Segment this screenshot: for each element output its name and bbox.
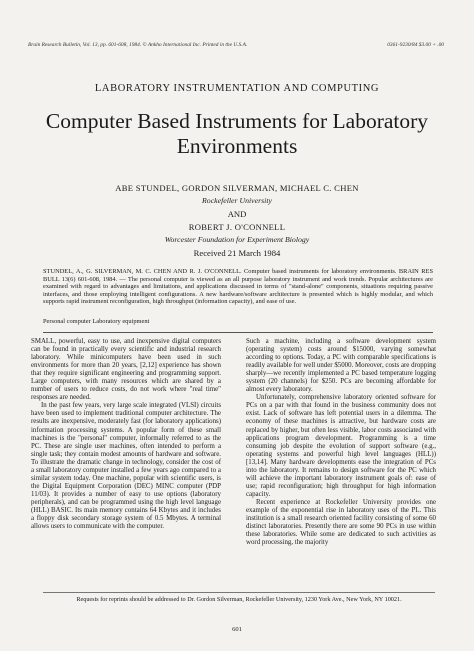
- received-date: Received 21 March 1984: [193, 248, 281, 258]
- reprint-footnote: Requests for reprints should be addressed to Dr. Gordon Silverman, Rockefeller University, 1230 York Ave., New York, NY 10021.: [43, 592, 435, 603]
- paragraph: Recent experience at Rockefeller University provides one example of the exponential rise in laboratory uses of the PL. This institution is a small research oriented facility consisting of some 60 distinct laboratories. Presently there are some 90 PCs in use within these laboratories. While some are dedicated to such activities as word processing, the majority: [246, 498, 436, 547]
- right-column: [246, 338, 436, 547]
- author-list: ABE STUNDEL, GORDON SILVERMAN, MICHAEL C. CHEN: [115, 183, 359, 193]
- keywords: Personal computer Laboratory equipment: [43, 318, 150, 325]
- second-author: ROBERT J. O'CONNELL: [188, 222, 286, 232]
- running-header-code: 0361-9230/84 $3.00 + .00: [387, 42, 444, 48]
- running-header: [28, 42, 444, 48]
- series-title: LABORATORY INSTRUMENTATION AND COMPUTING: [94, 83, 380, 94]
- paragraph: Unfortunately, comprehensive laboratory oriented software for PCs on a par with that found in the business community does not exist. Lack of software has left potential users in a dilemma. The economy of these machines is attractive, but hardware costs are replaced by higher, but often less visible, labor costs associated with applications program development. Programming is a time consuming job despite the evolution of support software (e.g., operating systems and powerful high level languages (HLL)) [13,14]. Many hardware developments ease the integration of PCs into the laboratory. It remains to design software for the PC which will achieve the important laboratory instrument goals of: ease of use; rapid reconfiguration; high throughput for high information capacity.: [246, 394, 436, 498]
- page-number: 601: [232, 626, 242, 633]
- section-divider: [43, 332, 433, 333]
- and-separator: AND: [227, 209, 247, 219]
- affiliation-rockefeller: Rockefeller University: [202, 196, 272, 205]
- paper-title: Computer Based Instruments for Laboratory Environments: [45, 109, 429, 158]
- paragraph: SMALL, powerful, easy to use, and inexpensive digital computers can be found in practically every scientific and industrial research laboratory. While minicomputers have been used in such environments for more than 20 years, [2,12] experience has shown that they require significant engineering and programming support. Large computers, with many resources which are shared by a number of users to reduce costs, do not work where "real time" responses are needed.: [31, 338, 221, 402]
- paragraph: Such a machine, including a software development system (operating system) costs around $15000, varying somewhat according to options. Today, a PC with comparable specifications is readily available for well under $5000. Moreover, costs are dropping sharply—we recently implemented a PC based temperature logging system (20 channels) for $250. PCs are becoming affordable for almost every laboratory.: [246, 338, 436, 394]
- left-column: [31, 338, 221, 531]
- paragraph: In the past few years, very large scale integrated (VLSI) circuits have been used to implement traditional computer architecture. The results are inexpensive, moderately fast (for laboratory applications) information processing systems. A popular form of these small machines is the "personal" computer, informally referred to as the PC. These are single user machines, often intended to perform a single task; they contain modest amounts of hardware and software. To illustrate the dramatic change in technology, consider the cost of a small laboratory computer installed a few years ago compared to a similar system today. One machine, popular with scientific users, is the Digital Equipment Corporation (DEC) MINC computer (PDP 11/03). It provides a number of easy to use options (laboratory peripherals), and can be programmed using the high level language (HLL) BASIC. Its main memory contains 64 Kbytes and it includes a floppy disk secondary storage system of 0.5 Mbytes. A terminal allows users to communicate with the computer.: [31, 402, 221, 531]
- running-header-citation: Brain Research Bulletin, Vol. 13, pp. 601-608, 1984. © Ankho International Inc. Printed in the U.S.A.: [28, 42, 248, 48]
- abstract: STUNDEL, A., G. SILVERMAN, M. C. CHEN AND R. J. O'CONNELL. Computer based instruments for laboratory environments. BRAIN RES BULL 13(6) 601-608, 1984. — The personal computer is viewed as an all purpose laboratory instrument and work trends. Popular architectures are examined with regard to advantages and limitations, and applications discussed in terms of "stand-alone" components, situations requiring passive interfaces, and those employing intelligent configurations. A new hardware/software architecture is presented which is highly modular, and which supports rapid instrument reconfiguration, high throughput (information capacity), and ease of use.: [43, 268, 433, 306]
- affiliation-worcester: Worcester Foundation for Experiment Biology: [164, 235, 310, 244]
